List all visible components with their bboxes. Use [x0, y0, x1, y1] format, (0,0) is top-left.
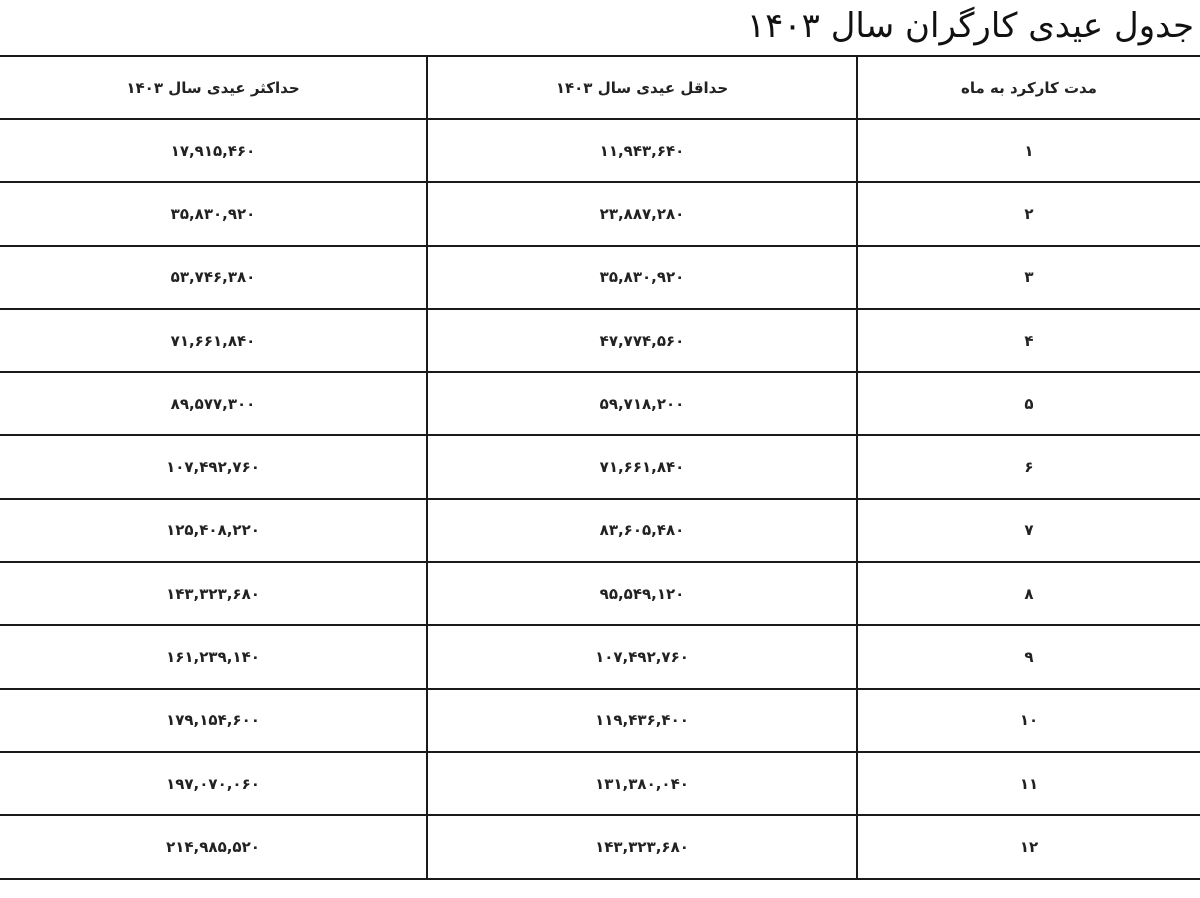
header-min-bonus: حداقل عیدی سال ۱۴۰۳ — [427, 56, 857, 119]
table-row — [0, 246, 1200, 309]
cell-min-bonus: ۱۱۹,۴۳۶,۴۰۰ — [427, 689, 857, 752]
table-row — [0, 815, 1200, 878]
cell-min-bonus: ۲۳,۸۸۷,۲۸۰ — [427, 182, 857, 245]
cell-months: ۱۰ — [857, 689, 1200, 752]
cell-min-bonus: ۹۵,۵۴۹,۱۲۰ — [427, 562, 857, 625]
table-row — [0, 752, 1200, 815]
cell-max-bonus: ۳۵,۸۳۰,۹۲۰ — [0, 182, 427, 245]
cell-max-bonus: ۱۴۳,۳۲۳,۶۸۰ — [0, 562, 427, 625]
cell-min-bonus: ۱۰۷,۴۹۲,۷۶۰ — [427, 625, 857, 688]
cell-max-bonus: ۲۱۴,۹۸۵,۵۲۰ — [0, 815, 427, 878]
table-row — [0, 562, 1200, 625]
table-row — [0, 499, 1200, 562]
cell-max-bonus: ۱۰۷,۴۹۲,۷۶۰ — [0, 435, 427, 498]
cell-months: ۴ — [857, 309, 1200, 372]
cell-months: ۹ — [857, 625, 1200, 688]
cell-min-bonus: ۷۱,۶۶۱,۸۴۰ — [427, 435, 857, 498]
cell-min-bonus: ۴۷,۷۷۴,۵۶۰ — [427, 309, 857, 372]
header-months: مدت کارکرد به ماه — [857, 56, 1200, 119]
cell-months: ۳ — [857, 246, 1200, 309]
cell-months: ۲ — [857, 182, 1200, 245]
cell-max-bonus: ۱۷۹,۱۵۴,۶۰۰ — [0, 689, 427, 752]
header-max-bonus: حداکثر عیدی سال ۱۴۰۳ — [0, 56, 427, 119]
table-row — [0, 182, 1200, 245]
table-row — [0, 309, 1200, 372]
cell-min-bonus: ۸۳,۶۰۵,۴۸۰ — [427, 499, 857, 562]
cell-months: ۸ — [857, 562, 1200, 625]
cell-months: ۷ — [857, 499, 1200, 562]
table-header-row — [0, 56, 1200, 119]
bonus-table — [0, 55, 1200, 880]
cell-months: ۱۲ — [857, 815, 1200, 878]
table-row — [0, 435, 1200, 498]
cell-max-bonus: ۱۶۱,۲۳۹,۱۴۰ — [0, 625, 427, 688]
table-row — [0, 372, 1200, 435]
cell-min-bonus: ۳۵,۸۳۰,۹۲۰ — [427, 246, 857, 309]
cell-max-bonus: ۷۱,۶۶۱,۸۴۰ — [0, 309, 427, 372]
cell-max-bonus: ۸۹,۵۷۷,۳۰۰ — [0, 372, 427, 435]
cell-min-bonus: ۵۹,۷۱۸,۲۰۰ — [427, 372, 857, 435]
cell-min-bonus: ۱۳۱,۳۸۰,۰۴۰ — [427, 752, 857, 815]
table-row — [0, 119, 1200, 182]
cell-max-bonus: ۱۲۵,۴۰۸,۲۲۰ — [0, 499, 427, 562]
cell-max-bonus: ۱۹۷,۰۷۰,۰۶۰ — [0, 752, 427, 815]
cell-min-bonus: ۱۱,۹۴۳,۶۴۰ — [427, 119, 857, 182]
table-row — [0, 625, 1200, 688]
cell-min-bonus: ۱۴۳,۳۲۳,۶۸۰ — [427, 815, 857, 878]
bonus-table-container — [0, 55, 1200, 880]
cell-max-bonus: ۵۳,۷۴۶,۳۸۰ — [0, 246, 427, 309]
table-body — [0, 119, 1200, 879]
cell-months: ۵ — [857, 372, 1200, 435]
cell-months: ۱ — [857, 119, 1200, 182]
page-title: جدول عیدی کارگران سال ۱۴۰۳ — [746, 6, 1194, 46]
table-row — [0, 689, 1200, 752]
cell-max-bonus: ۱۷,۹۱۵,۴۶۰ — [0, 119, 427, 182]
cell-months: ۱۱ — [857, 752, 1200, 815]
cell-months: ۶ — [857, 435, 1200, 498]
